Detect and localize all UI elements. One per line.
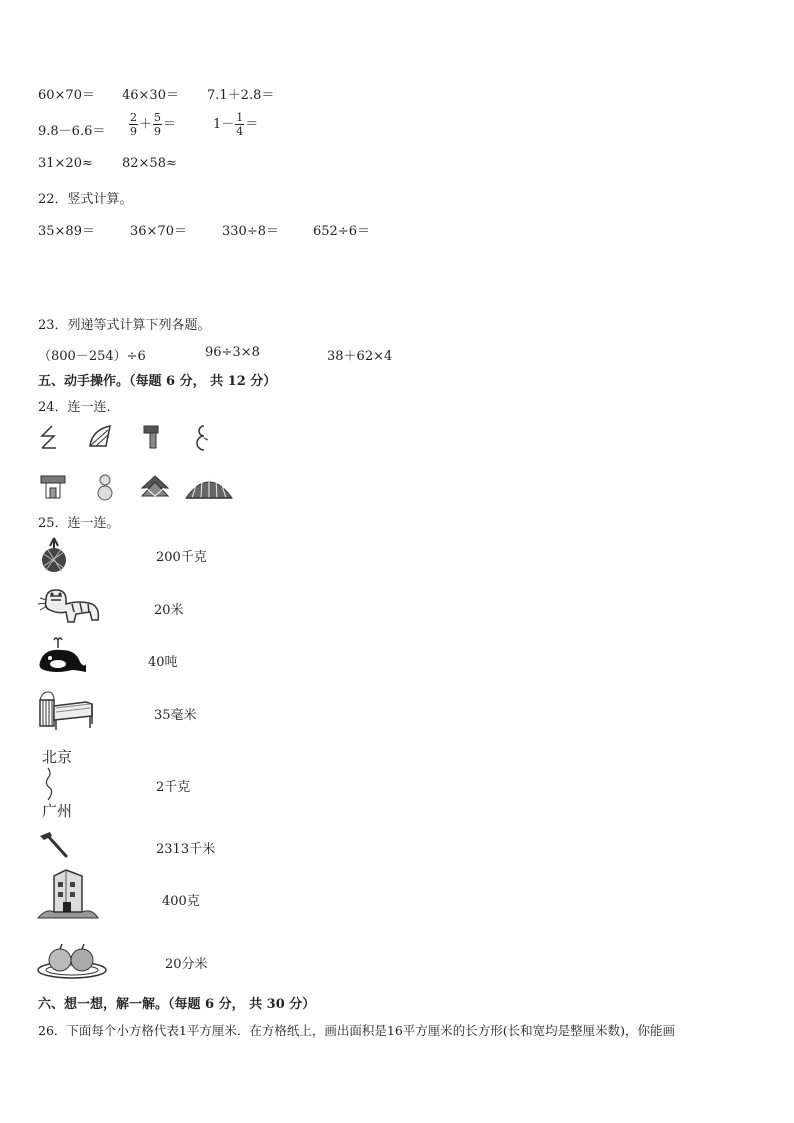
half-snowman-icon [194, 424, 214, 452]
half-zigzag-icon [38, 424, 62, 450]
whale-icon [36, 636, 88, 676]
q26-text: 26．下面每个小方格代表1平方厘米．在方格纸上，画出面积是16平方厘米的长方形(长和宽均是整厘米数)，你能画 [38, 1023, 676, 1038]
nail-icon [38, 830, 70, 860]
map-guangzhou-label: 广州 [42, 802, 73, 820]
distance-label-2313km: 2313千米 [156, 842, 216, 857]
section-6-heading: 六、想一想，解一解。（每题 6 分， 共 30 分） [38, 997, 316, 1012]
q22-item-3: 330÷8＝ [222, 224, 279, 239]
q22-item-2: 36×70＝ [130, 224, 187, 239]
calc-5-fraction-sum: $\frac{2}{9}$ ＋ $\frac{5}{9}$ ＝ [130, 111, 177, 138]
tree-icon [140, 474, 170, 500]
bed-icon [36, 686, 94, 732]
q23-item-2: 96÷3×8 [205, 345, 260, 360]
map-beijing-label: 北京 [42, 748, 73, 766]
fraction-2-9: $\frac{2}{9}$ [130, 111, 137, 138]
calc-4: 9.8－6.6＝ [38, 124, 106, 139]
estimate-2: 82×58≈ [122, 156, 177, 171]
weight-label-400g: 400克 [162, 894, 200, 909]
half-house-icon [140, 424, 162, 450]
snowman-icon [94, 472, 116, 502]
calc-1: 60×70＝ [38, 88, 95, 103]
umbrella-icon [184, 476, 234, 500]
half-umbrella-icon [86, 424, 114, 448]
q22-title: 22．竖式计算。 [38, 192, 133, 207]
length-label-35mm: 35毫米 [154, 708, 197, 723]
fraction-1-4: $\frac{1}{4}$ [236, 111, 244, 138]
calc-3: 7.1＋2.8＝ [207, 88, 275, 103]
q23-title: 23．列递等式计算下列各题。 [38, 318, 211, 333]
q23-item-1: （800－254）÷6 [38, 349, 146, 364]
pineapple-icon [36, 536, 72, 574]
calc-2: 46×30＝ [122, 88, 179, 103]
weight-label-200kg: 200千克 [156, 550, 207, 565]
weight-label-2kg: 2千克 [156, 780, 191, 795]
estimate-1: 31×20≈ [38, 156, 93, 171]
route-line-icon [36, 766, 80, 802]
q24-title: 24．连一连. [38, 400, 111, 415]
length-label-20dm: 20分米 [165, 957, 208, 972]
weight-label-40t: 40吨 [148, 655, 178, 670]
q23-item-3: 38＋62×4 [327, 349, 393, 364]
house-icon [38, 474, 68, 500]
calc-6-fraction-diff: 1－ $\frac{1}{4}$ ＝ [213, 111, 259, 138]
q22-item-1: 35×89＝ [38, 224, 95, 239]
q22-item-4: 652÷6＝ [313, 224, 370, 239]
fraction-5-9: $\frac{5}{9}$ [154, 111, 162, 138]
building-icon [36, 868, 100, 924]
tiger-icon [36, 586, 104, 626]
length-label-20m: 20米 [154, 603, 184, 618]
section-5-heading: 五、动手操作。（每题 6 分， 共 12 分） [38, 374, 277, 389]
fruit-plate-icon [36, 940, 108, 980]
q25-title: 25．连一连。 [38, 516, 120, 531]
